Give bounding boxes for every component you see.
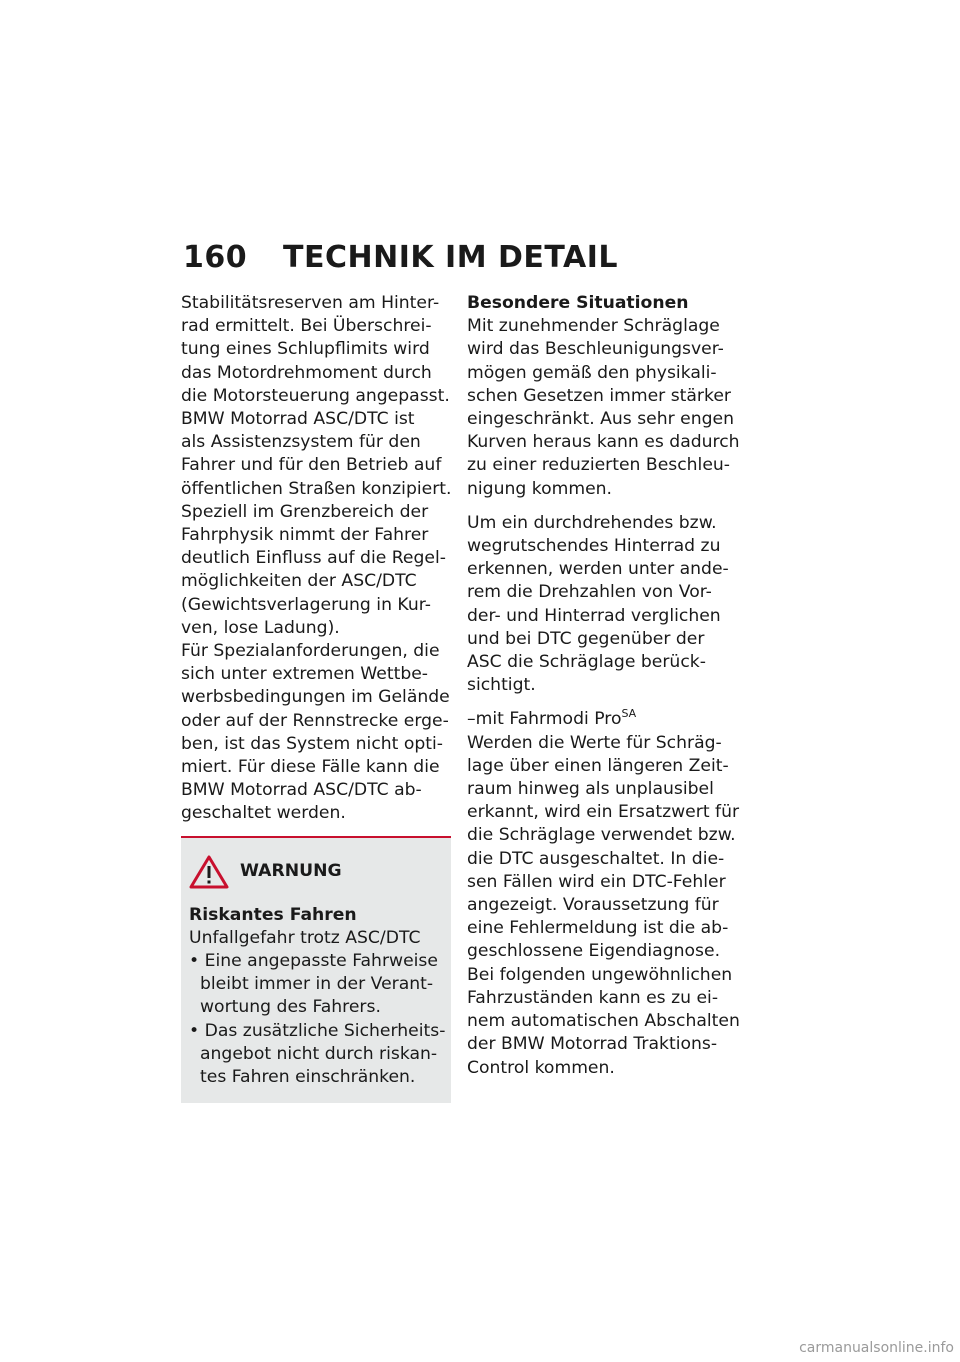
text-line: und bei DTC gegenüber der bbox=[467, 628, 705, 649]
text-line: ben, ist das System nicht opti- bbox=[181, 733, 444, 754]
bullet-text: Eine angepasste Fahrweise bbox=[204, 951, 438, 972]
paragraph-gap bbox=[467, 697, 737, 708]
text-line: die DTC ausgeschaltet. In die- bbox=[467, 848, 725, 869]
text-line: die Motorsteuerung angepasst. bbox=[181, 385, 450, 406]
text-line: rad ermittelt. Bei Überschrei- bbox=[181, 316, 432, 337]
text-line: geschaltet werden. bbox=[181, 803, 346, 824]
warning-description: Unfallgefahr trotz ASC/DTC bbox=[189, 927, 421, 948]
text-line: geschlossene Eigendiagnose. bbox=[467, 941, 721, 962]
text-line: das Motordrehmoment durch bbox=[181, 362, 432, 383]
watermark: carmanualsonline.info bbox=[799, 1340, 954, 1356]
bullet-text: angebot nicht durch riskan- bbox=[200, 1043, 438, 1064]
option-label bbox=[467, 708, 737, 731]
option-superscript: SA bbox=[621, 707, 637, 721]
section-title: TECHNIK IM DETAIL bbox=[283, 240, 619, 275]
text-line: Stabilitätsreserven am Hinter- bbox=[181, 293, 440, 313]
text-line: die Schräglage verwendet bzw. bbox=[467, 825, 736, 846]
warning-bullet bbox=[189, 950, 443, 1020]
text-line: oder auf der Rennstrecke erge- bbox=[181, 710, 449, 731]
text-line: Fahrer und für den Betrieb auf bbox=[181, 455, 442, 476]
text-line: miert. Für diese Fälle kann die bbox=[181, 757, 440, 778]
paragraph bbox=[467, 732, 740, 1080]
text-line: Werden die Werte für Schräg- bbox=[467, 732, 722, 753]
text-line: Fahrphysik nimmt der Fahrer bbox=[181, 525, 429, 546]
text-line: rem die Drehzahlen von Vor- bbox=[467, 582, 712, 603]
warning-title: WARNUNG bbox=[240, 861, 342, 882]
paragraph bbox=[467, 315, 740, 501]
warning-subtitle: Riskantes Fahren bbox=[189, 904, 357, 925]
text-line: deutlich Einfluss auf die Regel- bbox=[181, 548, 446, 569]
text-line: BMW Motorrad ASC/DTC ab- bbox=[181, 780, 422, 801]
text-line: erkannt, wird ein Ersatzwert für bbox=[467, 802, 740, 823]
text-line: wird das Beschleunigungsver- bbox=[467, 339, 724, 360]
warning-bullet bbox=[189, 1020, 446, 1090]
text-line: zu einer reduzierten Beschleu- bbox=[467, 455, 731, 476]
paragraph bbox=[467, 512, 737, 698]
section-heading: Besondere Situationen bbox=[467, 293, 689, 313]
bullet-text: wortung des Fahrers. bbox=[200, 997, 381, 1018]
text-line: Um ein durchdrehendes bzw. bbox=[467, 512, 717, 533]
text-line: wegrutschendes Hinterrad zu bbox=[467, 536, 721, 557]
text-line: (Gewichtsverlagerung in Kur- bbox=[181, 594, 431, 615]
bullet-dot: • bbox=[189, 951, 205, 972]
text-line: sich unter extremen Wettbe- bbox=[181, 664, 429, 685]
text-line: öffentlichen Straßen konzipiert. bbox=[181, 478, 452, 499]
text-line: möglichkeiten der ASC/DTC bbox=[181, 571, 417, 592]
text-line: angezeigt. Voraussetzung für bbox=[467, 895, 719, 916]
text-line: nem automatischen Abschalten bbox=[467, 1011, 740, 1032]
text-line: nigung kommen. bbox=[467, 478, 613, 499]
right-column bbox=[467, 292, 740, 1080]
text-line: der- und Hinterrad verglichen bbox=[467, 605, 721, 626]
text-line: mögen gemäß den physikali- bbox=[467, 362, 717, 383]
text-line: schen Gesetzen immer stärker bbox=[467, 385, 731, 406]
intro-text bbox=[181, 292, 451, 826]
page-number: 160 bbox=[183, 240, 248, 275]
text-line: sen Fällen wird ein DTC-Fehler bbox=[467, 871, 726, 892]
bullet-dot: • bbox=[189, 1020, 205, 1041]
text-line: Speziell im Grenzbereich der bbox=[181, 501, 429, 522]
page-header bbox=[183, 240, 618, 275]
text-line: Control kommen. bbox=[467, 1057, 615, 1078]
text-line: der BMW Motorrad Traktions- bbox=[467, 1034, 718, 1055]
text-line: BMW Motorrad ASC/DTC ist bbox=[181, 409, 415, 430]
bullet-text: tes Fahren einschränken. bbox=[200, 1067, 416, 1088]
text-line: eingeschränkt. Aus sehr engen bbox=[467, 409, 735, 430]
text-line: tung eines Schlupflimits wird bbox=[181, 339, 430, 360]
bullet-text: Das zusätzliche Sicherheits- bbox=[204, 1020, 446, 1041]
text-line: raum hinweg als unplausibel bbox=[467, 779, 714, 800]
option-text: –mit Fahrmodi Pro bbox=[467, 709, 622, 730]
text-line: lage über einen längeren Zeit- bbox=[467, 755, 729, 776]
bullet-text: bleibt immer in der Verant- bbox=[200, 974, 434, 995]
text-line: werbsbedingungen im Gelände bbox=[181, 687, 450, 708]
text-line: ASC die Schräglage berück- bbox=[467, 652, 706, 673]
text-line: Für Spezialanforderungen, die bbox=[181, 641, 440, 662]
warning-header bbox=[188, 854, 443, 890]
left-column bbox=[181, 292, 451, 1103]
text-line: Mit zunehmender Schräglage bbox=[467, 316, 720, 337]
text-line: Fahrzuständen kann es zu ei- bbox=[467, 987, 719, 1008]
text-line: als Assistenzsystem für den bbox=[181, 432, 421, 453]
text-line: eine Fehlermeldung ist die ab- bbox=[467, 918, 729, 939]
text-line: erkennen, werden unter ande- bbox=[467, 559, 729, 580]
warning-box bbox=[181, 836, 451, 1104]
text-line: sichtigt. bbox=[467, 675, 536, 696]
paragraph-gap bbox=[467, 501, 737, 512]
text-line: Bei folgenden ungewöhnlichen bbox=[467, 964, 733, 985]
text-line: ven, lose Ladung). bbox=[181, 617, 340, 638]
warning-triangle-icon bbox=[188, 854, 230, 890]
text-line: Kurven heraus kann es dadurch bbox=[467, 432, 740, 453]
